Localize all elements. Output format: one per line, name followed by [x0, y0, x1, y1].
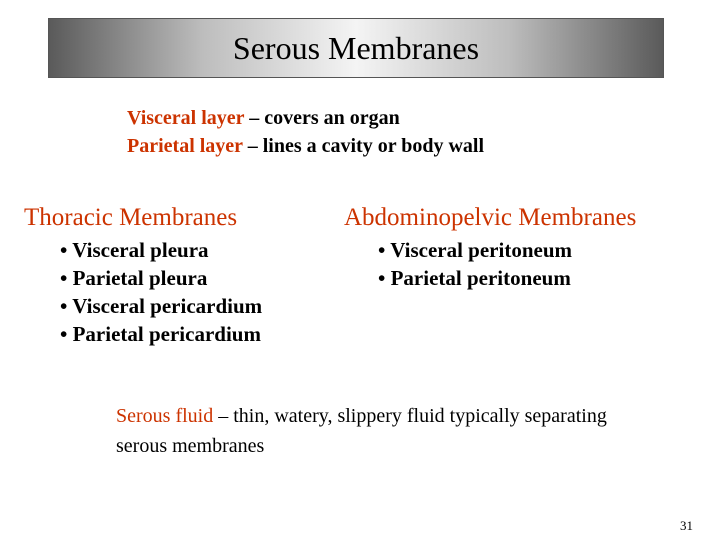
- thoracic-list: [60, 236, 262, 348]
- definition-parietal: [127, 132, 484, 160]
- desc-serous-fluid: – thin, watery, slippery fluid typically separating serous membranes: [116, 405, 607, 457]
- list-item: • Parietal peritoneum: [378, 264, 572, 292]
- list-item: • Parietal pleura: [60, 264, 262, 292]
- term-visceral-layer: Visceral layer: [127, 107, 245, 129]
- page-number: 31: [680, 518, 693, 533]
- title-bar: [48, 18, 664, 78]
- term-parietal-layer: Parietal layer: [127, 135, 243, 157]
- slide-title: Serous Membranes: [232, 29, 480, 66]
- abdominopelvic-list: [378, 236, 572, 292]
- thoracic-heading: Thoracic Membranes: [24, 204, 238, 231]
- desc-parietal-layer: – lines a cavity or body wall: [242, 135, 485, 157]
- abdominopelvic-heading: Abdominopelvic Membranes: [344, 204, 637, 231]
- desc-visceral-layer: – covers an organ: [244, 107, 400, 129]
- serous-fluid-definition: [116, 401, 636, 461]
- list-item: • Visceral pleura: [60, 236, 262, 264]
- term-serous-fluid: Serous fluid: [116, 405, 214, 427]
- list-item: • Visceral pericardium: [60, 292, 262, 320]
- list-item: • Visceral peritoneum: [378, 236, 572, 264]
- definitions: [127, 104, 484, 160]
- list-item: • Parietal pericardium: [60, 320, 262, 348]
- definition-visceral: [127, 104, 484, 132]
